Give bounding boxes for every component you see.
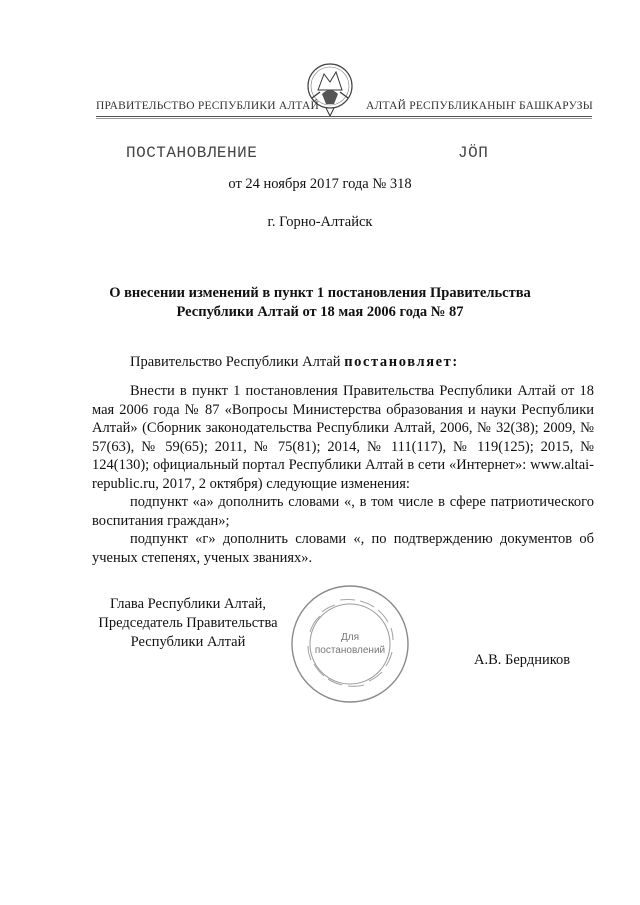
body-paragraph-3: подпункт «г» дополнить словами «, по подтверждению документов об ученых степенях, ученых званиях».: [92, 531, 594, 566]
resolution-intro: [130, 354, 459, 371]
body-paragraph-2: подпункт «а» дополнить словами «, в том числе в сфере патриотического воспитания граждан»;: [92, 494, 594, 529]
signatory-title: [88, 595, 288, 652]
document-title: [0, 284, 640, 322]
header-org-name-alt: АЛТАЙ РЕСПУБЛИКАНЫҤ БАШКАРУЗЫ: [366, 100, 593, 112]
document-body: [92, 382, 594, 567]
stamp-center-line-2: постановлений: [314, 645, 386, 656]
signatory-name: А.В. Бердников: [474, 652, 571, 668]
intro-verb: постановляет:: [344, 354, 459, 370]
signatory-title-line-1: Глава Республики Алтай,: [109, 596, 267, 612]
signatory-title-line-3: Республики Алтай: [130, 634, 246, 650]
document-date-number: от 24 ноября 2017 года № 318: [228, 176, 412, 192]
document-city: г. Горно-Алтайск: [267, 214, 373, 230]
doc-type-alt: JÖП: [458, 144, 489, 162]
document-title-line-1: О внесении изменений в пункт 1 постановления Правительства: [109, 285, 531, 301]
stamp-center-line-1: Для: [340, 632, 360, 643]
official-stamp: [288, 582, 412, 706]
header-org-name-ru: ПРАВИТЕЛЬСТВО РЕСПУБЛИКИ АЛТАЙ: [96, 100, 320, 112]
body-paragraph-1: Внести в пункт 1 постановления Правительства Республики Алтай от 18 мая 2006 года № 87 «Вопросы Министерства образования и науки Республики Алтай» (Сборник законодательства Республики Алтай, 2006, № 32(38); 2009, № 57(63), № 59(65); 2011, № 75(81); 2014, № 111(117), № 119(125); 2015, № 124(130); официальный портал Республики Алтай в сети «Интернет»: www.altai-republic.ru, 2017, 2 октября) следующие изменения:: [92, 383, 594, 492]
header-divider-thin: [96, 118, 592, 119]
doc-type-ru: ПОСТАНОВЛЕНИЕ: [126, 144, 258, 162]
intro-subject: Правительство Республики Алтай: [130, 354, 341, 370]
signatory-title-line-2: Председатель Правительства: [98, 615, 278, 631]
document-title-line-2: Республики Алтай от 18 мая 2006 года № 87: [176, 304, 464, 320]
header-divider: [96, 116, 592, 117]
